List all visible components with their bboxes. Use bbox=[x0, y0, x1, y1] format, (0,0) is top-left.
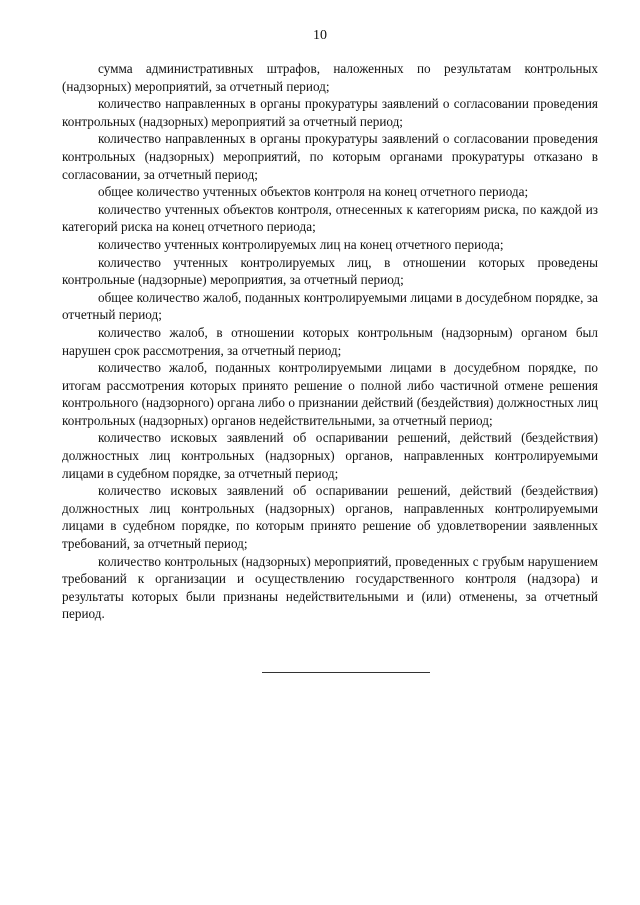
paragraph-lawsuits-filed: количество исковых заявлений об оспаривании решений, действий (бездействия) должностных лиц контрольных (надзорных) органов, направленных контролируемыми лицами в судебном порядке, за отчетный период; bbox=[62, 430, 598, 481]
paragraph-total-complaints: общее количество жалоб, поданных контролируемыми лицами в досудебном порядке, за отчетный период; bbox=[62, 289, 598, 323]
page-number: 10 bbox=[313, 28, 327, 43]
paragraph-prosecutor-applications: количество направленных в органы прокуратуры заявлений о согласовании проведения контрольных (надзорных) мероприятий за отчетный период; bbox=[62, 96, 598, 129]
closing-divider bbox=[262, 672, 430, 673]
paragraph-gross-violations: количество контрольных (надзорных) мероприятий, проведенных с грубым нарушением требований к организации и осуществлению государственного контроля (надзора) и результаты которых были признаны недействительными и (или) отменены, за отчетный период. bbox=[62, 553, 598, 622]
paragraph-objects-by-risk-category: количество учтенных объектов контроля, отнесенных к категориям риска, по каждой из категорий риска на конец отчетного периода; bbox=[62, 201, 598, 235]
paragraph-prosecutor-refusals: количество направленных в органы прокуратуры заявлений о согласовании проведения контрольных (надзорных) мероприятий, по которым органами прокуратуры отказано в согласовании, за отчетный период; bbox=[62, 131, 598, 182]
paragraph-controlled-persons: количество учтенных контролируемых лиц на конец отчетного периода; bbox=[98, 236, 504, 252]
paragraph-total-control-objects: общее количество учтенных объектов контроля на конец отчетного периода; bbox=[98, 184, 529, 200]
paragraph-complaints-deadline-violated: количество жалоб, в отношении которых контрольным (надзорным) органом был нарушен срок рассмотрения, за отчетный период; bbox=[62, 324, 598, 358]
paragraph-admin-fines: сумма административных штрафов, наложенных по результатам контрольных (надзорных) мероприятий, за отчетный период; bbox=[62, 61, 598, 94]
paragraph-complaints-decisions-cancelled: количество жалоб, поданных контролируемыми лицами в досудебном порядке, по итогам рассмотрения которых принято решение о полной либо частичной отмене решения контрольного (надзорного) органа либо о признании действий (бездействия) должностных лиц контрольных (надзорных) органов недействительными, за отчетный период; bbox=[62, 360, 598, 428]
document-body bbox=[62, 60, 598, 623]
paragraph-lawsuits-satisfied: количество исковых заявлений об оспаривании решений, действий (бездействия) должностных лиц контрольных (надзорных) органов, направленных контролируемыми лицами в судебном порядке, по которым принято решение об удовлетворении заявленных требований, за отчетный период; bbox=[62, 483, 598, 552]
paragraph-controlled-persons-inspected: количество учтенных контролируемых лиц, в отношении которых проведены контрольные (надзорные) мероприятия, за отчетный период; bbox=[62, 254, 598, 288]
